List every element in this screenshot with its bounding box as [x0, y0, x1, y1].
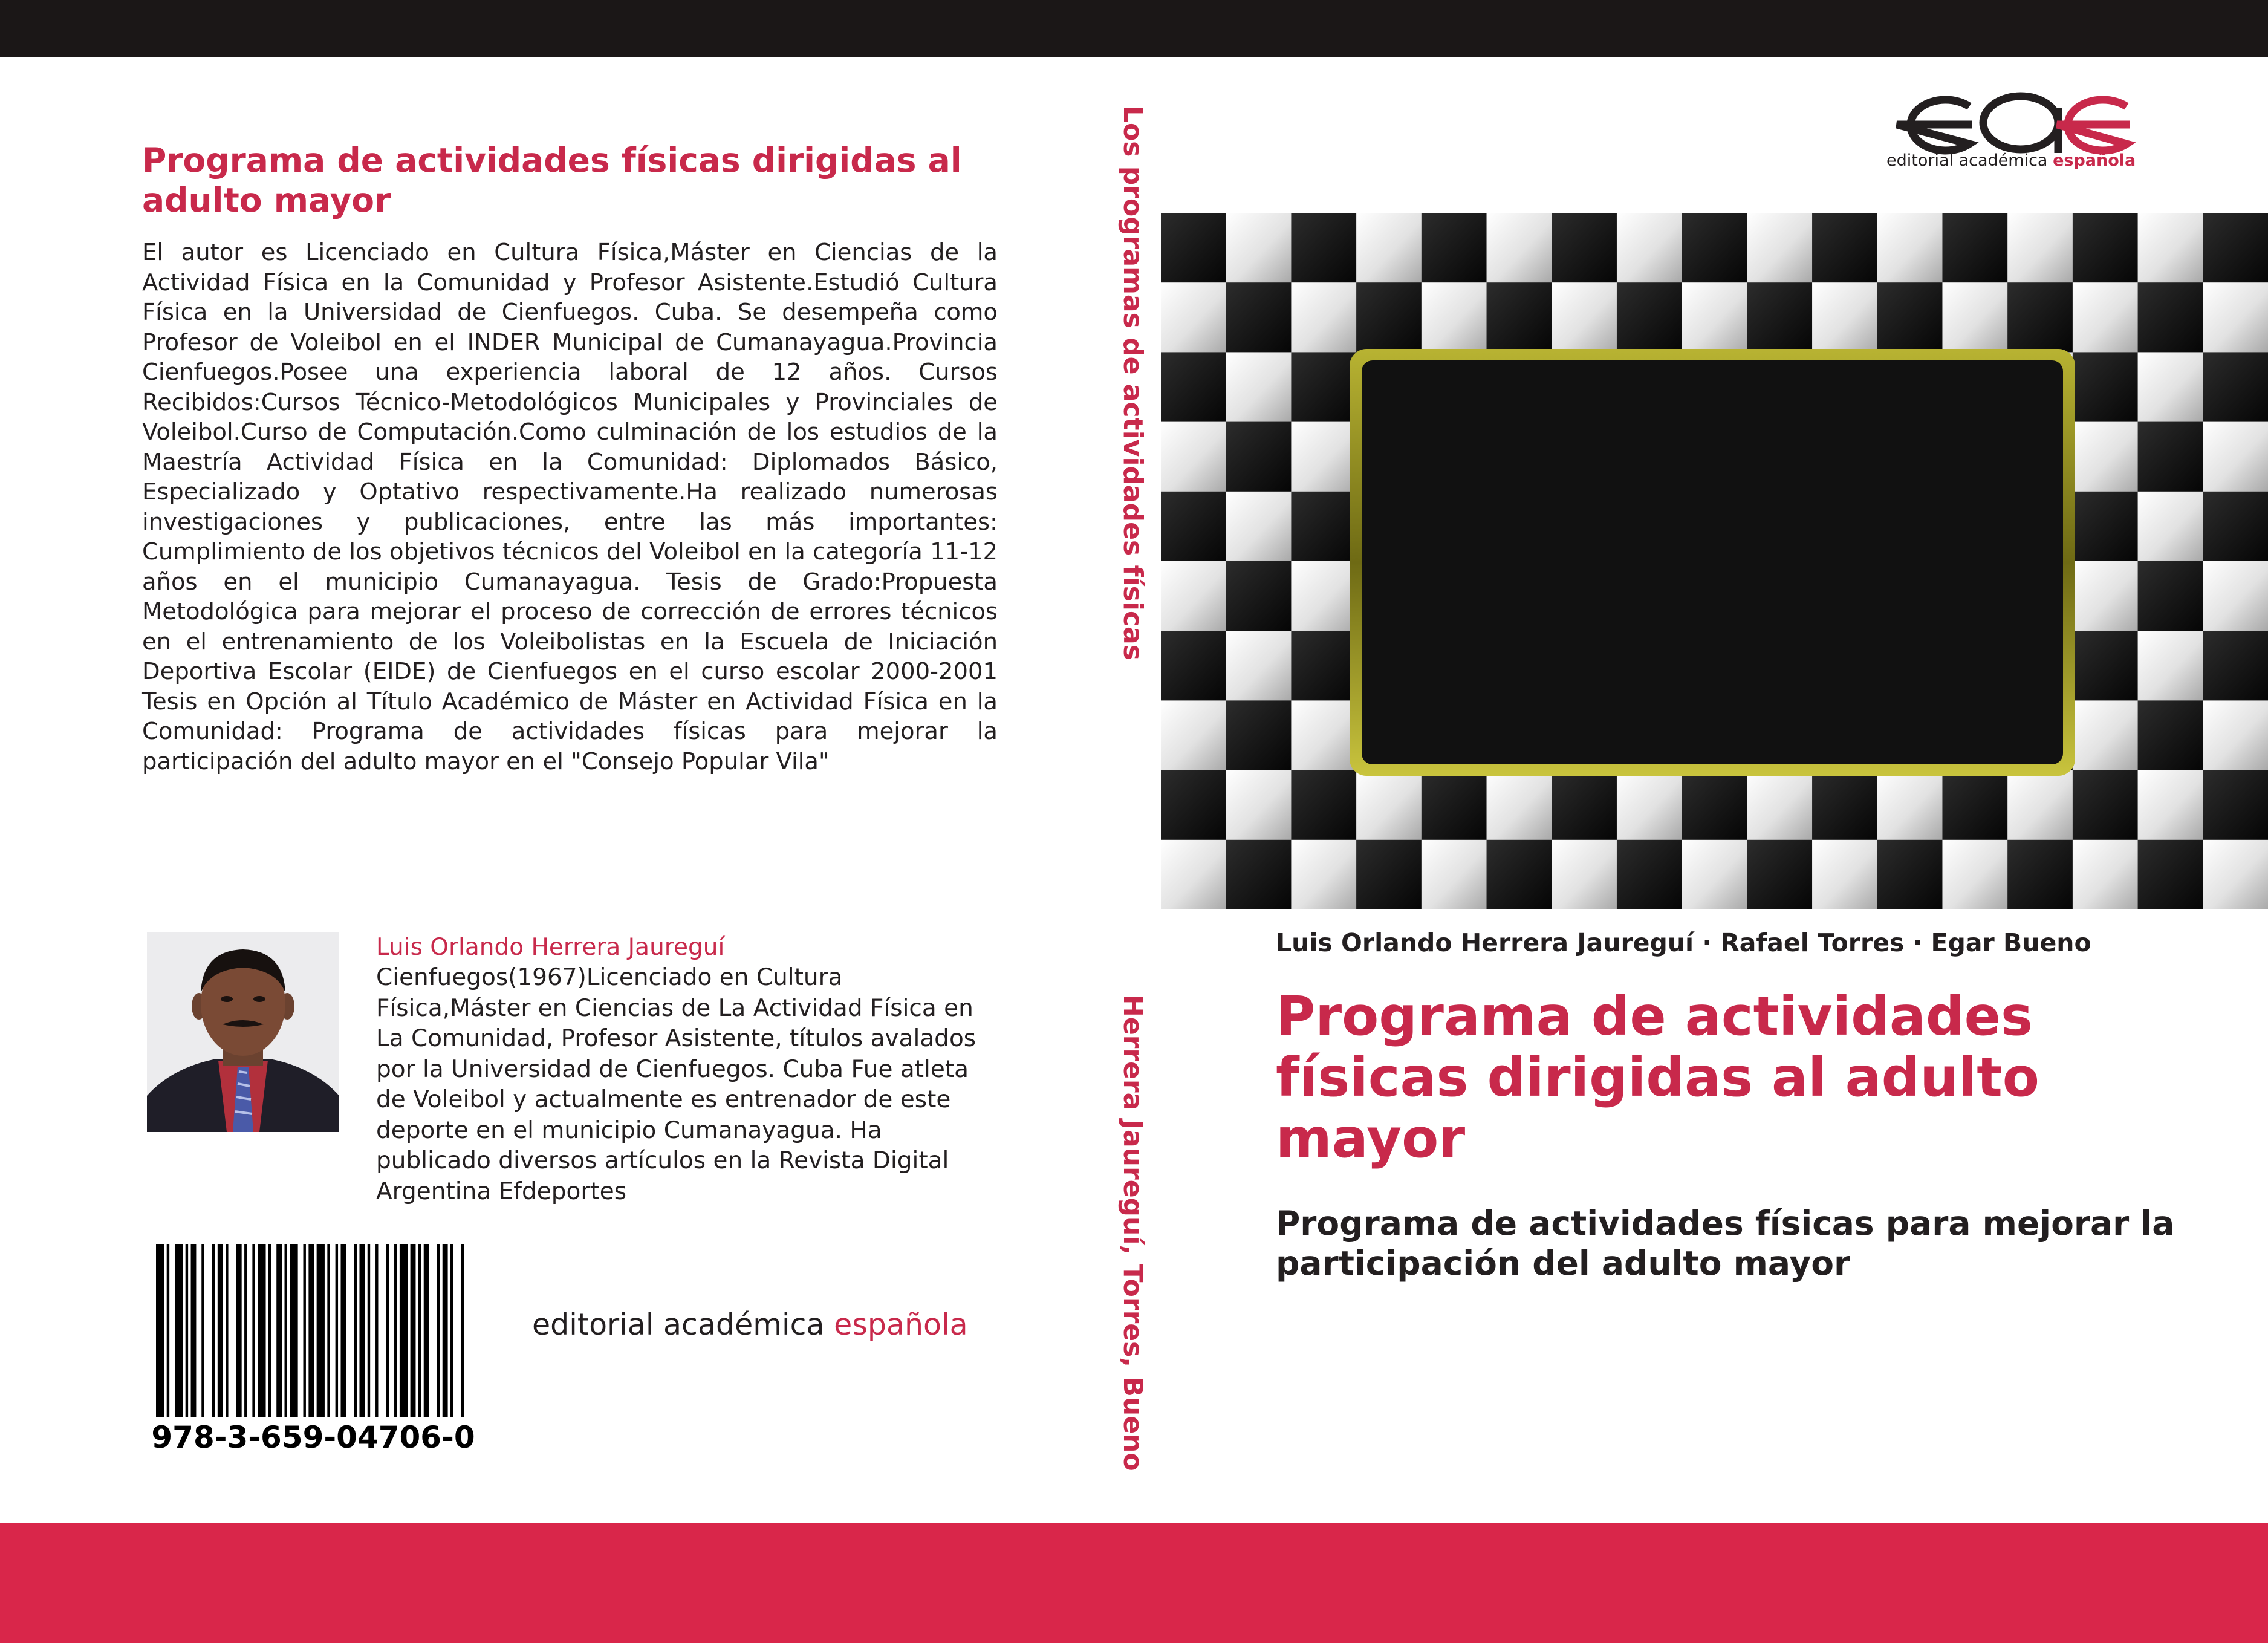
barcode-bar — [191, 1244, 197, 1417]
checker-tile — [1356, 282, 1422, 353]
barcode-bar — [236, 1244, 242, 1417]
checker-tile — [1291, 282, 1356, 353]
barcode-bar — [244, 1244, 247, 1417]
checker-tile — [2073, 770, 2138, 841]
barcode-bar — [437, 1244, 440, 1417]
checker-tile — [1161, 840, 1226, 909]
checker-tile — [1356, 770, 1422, 841]
checker-tile — [1226, 840, 1292, 909]
barcode-bar — [443, 1244, 448, 1417]
barcode-bar — [308, 1244, 314, 1417]
checker-tile — [1161, 213, 1226, 283]
checker-tile — [1552, 770, 1617, 841]
checker-tile — [2073, 492, 2138, 562]
checker-tile — [1487, 213, 1552, 283]
checker-tile — [1226, 700, 1292, 770]
checker-tile — [1356, 840, 1422, 909]
front-title: Programa de actividades físicas dirigidas al adulto mayor — [1276, 984, 2039, 1170]
logo-caption — [1886, 151, 2136, 170]
checker-tile — [1487, 840, 1552, 909]
barcode-bar — [290, 1244, 297, 1417]
checker-tile — [1291, 213, 1356, 283]
checker-tile — [2073, 352, 2138, 422]
checker-tile — [1161, 492, 1226, 562]
checker-tile — [2138, 213, 2203, 283]
checker-tile — [1291, 352, 1356, 422]
checker-tile — [2138, 700, 2203, 770]
checker-tile — [2007, 213, 2073, 283]
author-bio: Cienfuegos(1967)Licenciado en Cultura Física,Máster en Ciencias de La Actividad Física en La Comunidad, Profesor Asistente, títulos avalados por la Universidad de Cienfuegos. Cuba Fue atleta de Voleibol y actualmente es entrenador de este deporte en el municipio Cumanayagua. Ha publicado diversos artículos en la Revista Digital Argentina Efdeportes — [376, 964, 976, 1205]
checker-tile — [2203, 700, 2268, 770]
checker-tile — [1812, 770, 1877, 841]
checker-tile — [2073, 282, 2138, 353]
barcode-bar — [354, 1244, 357, 1417]
author-name: Luis Orlando Herrera Jaureguí — [376, 934, 725, 961]
checker-tile — [1812, 840, 1877, 909]
checker-tile — [1291, 422, 1356, 492]
checker-tile — [1682, 213, 1747, 283]
back-publisher-name — [532, 1307, 968, 1342]
checker-tile — [1226, 561, 1292, 631]
checker-tile — [1291, 492, 1356, 562]
barcode-bar — [268, 1244, 271, 1417]
checker-tile — [1487, 770, 1552, 841]
checker-tile — [2138, 840, 2203, 909]
checker-tile — [1747, 282, 1812, 353]
checker-tile — [1291, 700, 1356, 770]
checker-tile — [1291, 631, 1356, 701]
checker-tile — [1226, 631, 1292, 701]
barcode-bar — [201, 1244, 204, 1417]
back-cover-blurb: El autor es Licenciado en Cultura Física,Máster en Ciencias de la Actividad Física en la Comunidad y Profesor Asistente.Estudió Cultura Física en la Universidad de Cienfuegos. Cuba. Se desempeña como Profesor de Voleibol en el INDER Municipal de Cumanayagua.Provincia Cienfuegos.Posee una experiencia laboral de 12 años. Cursos Recibidos:Cursos Técnico-Metodológicos Municipales y Provinciales de Voleibol.Curso de Computación.Como culminación de los estudios de la Maestría Actividad Física en la Comunidad: Diplomados Básico, Especializado y Optativo respectivamente.Ha realizado numerosas investigaciones y publicaciones, entre las más importantes: Cumplimiento de los objetivos técnicos del Voleibol en la categoría 11-12 años en el municipio Cumanayagua. Tesis de Grado:Propuesta Metodológica para mejorar el proceso de corrección de errores técnicos en el entrenamiento de los Voleibolistas en la Escuela de Iniciación Deportiva Escolar (EIDE) de Cienfuegos en el curso escolar 2000-2001 Tesis en Opción al Título Académico de Máster en Actividad Física en la Comunidad: Programa de actividades físicas para mejorar la participación del adulto mayor en el "Consejo Popular Vila" — [142, 239, 998, 775]
checker-tile — [1747, 770, 1812, 841]
logo-letter-e1-icon — [1897, 100, 1972, 151]
barcode-bar — [394, 1244, 397, 1417]
barcode-bar — [450, 1244, 453, 1417]
barcode-bar — [186, 1244, 188, 1417]
top-band — [0, 0, 2268, 57]
checker-tile — [1161, 561, 1226, 631]
checker-tile — [2073, 422, 2138, 492]
logo-caption-part: editorial académica — [1886, 151, 2048, 170]
logo-caption-accent: española — [2053, 151, 2136, 170]
checker-tile — [2203, 352, 2268, 422]
isbn-number: 978-3-659-04706-0 — [151, 1420, 475, 1455]
barcode-bar — [375, 1244, 378, 1417]
checker-tile — [1617, 213, 1682, 283]
checker-tile — [2007, 840, 2073, 909]
publisher-name-part: editorial académica — [532, 1307, 825, 1342]
checker-tile — [2203, 492, 2268, 562]
isbn-barcode — [156, 1244, 469, 1417]
barcode-bar — [400, 1244, 408, 1417]
checker-tile — [1161, 700, 1226, 770]
barcode-bar — [424, 1244, 429, 1417]
spine-title: Los programas de actividades físicas — [1117, 106, 1148, 660]
barcode-bar — [461, 1244, 464, 1417]
checker-tile — [1877, 840, 1943, 909]
checker-tile — [1617, 840, 1682, 909]
checker-tile — [1877, 213, 1943, 283]
barcode-bar — [418, 1244, 421, 1417]
checker-tile — [1291, 770, 1356, 841]
front-subtitle: Programa de actividades físicas para mejorar la participación del adulto mayor — [1276, 1204, 2175, 1283]
bottom-band — [0, 1523, 2268, 1643]
checker-tile — [1942, 282, 2007, 353]
checker-tile — [2138, 422, 2203, 492]
checker-tile — [1552, 213, 1617, 283]
checker-tile — [1942, 213, 2007, 283]
checker-tile — [1747, 213, 1812, 283]
barcode-bar — [167, 1244, 169, 1417]
checker-tile — [1877, 282, 1943, 353]
checker-tile — [2073, 700, 2138, 770]
checker-tile — [1682, 770, 1747, 841]
checker-tile — [1226, 492, 1292, 562]
checker-tile — [1161, 770, 1226, 841]
checker-tile — [1487, 282, 1552, 353]
checker-tile — [1422, 282, 1487, 353]
barcode-bar — [276, 1244, 282, 1417]
checker-tile — [2138, 492, 2203, 562]
barcode-bar — [304, 1244, 306, 1417]
checker-tile — [2138, 561, 2203, 631]
checker-tile — [1226, 282, 1292, 353]
checker-tile — [2073, 213, 2138, 283]
checker-tile — [2007, 770, 2073, 841]
checker-tile — [1226, 213, 1292, 283]
barcode-bar — [386, 1244, 389, 1417]
checker-tile — [1747, 840, 1812, 909]
barcode-bar — [285, 1244, 287, 1417]
barcode-bar — [359, 1244, 365, 1417]
barcode-bar — [252, 1244, 255, 1417]
checker-tile — [1291, 840, 1356, 909]
barcode-bar — [327, 1244, 330, 1417]
checker-tile — [2073, 561, 2138, 631]
barcode-bar — [411, 1244, 416, 1417]
checker-tile — [1161, 422, 1226, 492]
checker-tile — [1552, 840, 1617, 909]
checker-tile — [2138, 352, 2203, 422]
checker-tile — [2203, 282, 2268, 353]
barcode-bar — [317, 1244, 325, 1417]
author-photo — [147, 932, 339, 1132]
front-authors: Luis Orlando Herrera Jaureguí · Rafael Torres · Egar Bueno — [1276, 928, 2091, 957]
checker-tile — [1161, 282, 1226, 353]
checker-tile — [1942, 840, 2007, 909]
checker-tile — [2203, 631, 2268, 701]
cover-frame-panel — [1362, 360, 2063, 764]
checker-tile — [1552, 282, 1617, 353]
checker-tile — [1617, 282, 1682, 353]
checker-tile — [1422, 840, 1487, 909]
checker-tile — [2007, 282, 2073, 353]
checker-tile — [1812, 282, 1877, 353]
barcode-bar — [368, 1244, 370, 1417]
checker-tile — [1877, 770, 1943, 841]
checker-tile — [1356, 213, 1422, 283]
checker-tile — [2203, 422, 2268, 492]
checker-tile — [2073, 840, 2138, 909]
checker-tile — [1226, 422, 1292, 492]
checker-tile — [1161, 352, 1226, 422]
checker-tile — [2138, 282, 2203, 353]
checker-tile — [1682, 282, 1747, 353]
publisher-name-accent: española — [834, 1307, 968, 1342]
checker-tile — [2138, 631, 2203, 701]
checker-tile — [1617, 770, 1682, 841]
checker-tile — [1942, 770, 2007, 841]
checker-tile — [1682, 840, 1747, 909]
barcode-bar — [156, 1244, 164, 1417]
barcode-bar — [218, 1244, 223, 1417]
barcode-bar — [226, 1244, 228, 1417]
checker-tile — [2203, 213, 2268, 283]
logo-letter-a-icon — [1983, 96, 2058, 149]
barcode-bar — [258, 1244, 265, 1417]
author-portrait-image — [147, 932, 339, 1132]
checker-tile — [2203, 561, 2268, 631]
checker-tile — [1812, 213, 1877, 283]
barcode-bar — [212, 1244, 215, 1417]
barcode-bar — [336, 1244, 338, 1417]
checker-tile — [2073, 631, 2138, 701]
checker-tile — [2203, 770, 2268, 841]
checker-tile — [2203, 840, 2268, 909]
back-cover-title: Programa de actividades físicas dirigidas al adulto mayor — [142, 141, 962, 220]
checker-tile — [1161, 631, 1226, 701]
checker-tile — [2138, 770, 2203, 841]
barcode-bar — [340, 1244, 346, 1417]
barcode-bar — [175, 1244, 183, 1417]
spine-authors: Herrera Jaureguí, Torres, Bueno — [1117, 995, 1148, 1471]
checker-tile — [1422, 770, 1487, 841]
checker-tile — [1226, 352, 1292, 422]
checker-tile — [1422, 213, 1487, 283]
checker-tile — [1226, 770, 1292, 841]
logo-letter-e2-icon — [2057, 100, 2130, 151]
cover-image-checkerboard — [1161, 213, 2268, 909]
checker-tile — [1291, 561, 1356, 631]
